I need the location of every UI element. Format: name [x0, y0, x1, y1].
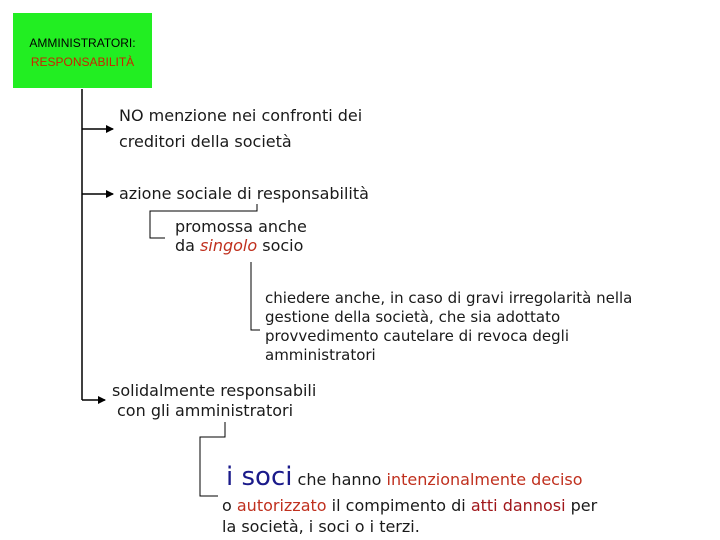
promossa-line-1: promossa anche [175, 217, 307, 236]
soci-line-2-mid: il compimento di [326, 496, 471, 515]
autorizzato: autorizzato [236, 496, 327, 515]
soci-line-2 [222, 495, 597, 516]
branch-3-line-1: solidalmente responsabili [112, 381, 317, 400]
title-line-2: RESPONSABILITÀ [30, 55, 135, 69]
chiedere-line-4: amministratori [265, 346, 376, 364]
promossa-da: da [175, 236, 201, 255]
soci-line-3: la società, i soci o i terzi. [222, 517, 420, 536]
singolo-emphasis: singolo [200, 236, 258, 255]
soci-line-2-per: per [565, 496, 598, 515]
branch-2-line-1: azione sociale di responsabilità [119, 184, 369, 203]
promossa-socio: socio [257, 236, 304, 255]
title-line-1: AMMINISTRATORI: [29, 36, 136, 50]
branch-1-line-2: creditori della società [119, 132, 292, 151]
branch-3-line-2: con gli amministratori [117, 401, 294, 420]
soci-line-1 [226, 462, 583, 492]
soci-line-2-o: o [222, 496, 237, 515]
i-soci-heading: i soci [226, 462, 293, 492]
bracket-chiedere [251, 262, 260, 330]
bracket-soci [200, 422, 225, 496]
promossa-line-2 [175, 235, 303, 256]
chiedere-line-2: gestione della società, che sia adottato [265, 308, 561, 326]
che-hanno: che hanno [292, 470, 387, 489]
atti-dannosi: atti dannosi [470, 496, 566, 515]
branch-1-line-1: NO menzione nei confronti dei [119, 106, 363, 125]
intenzionalmente-deciso: intenzionalmente deciso [386, 470, 583, 489]
chiedere-line-3: provvedimento cautelare di revoca degli [265, 327, 570, 345]
chiedere-line-1: chiedere anche, in caso di gravi irregolarità nella [265, 289, 633, 307]
